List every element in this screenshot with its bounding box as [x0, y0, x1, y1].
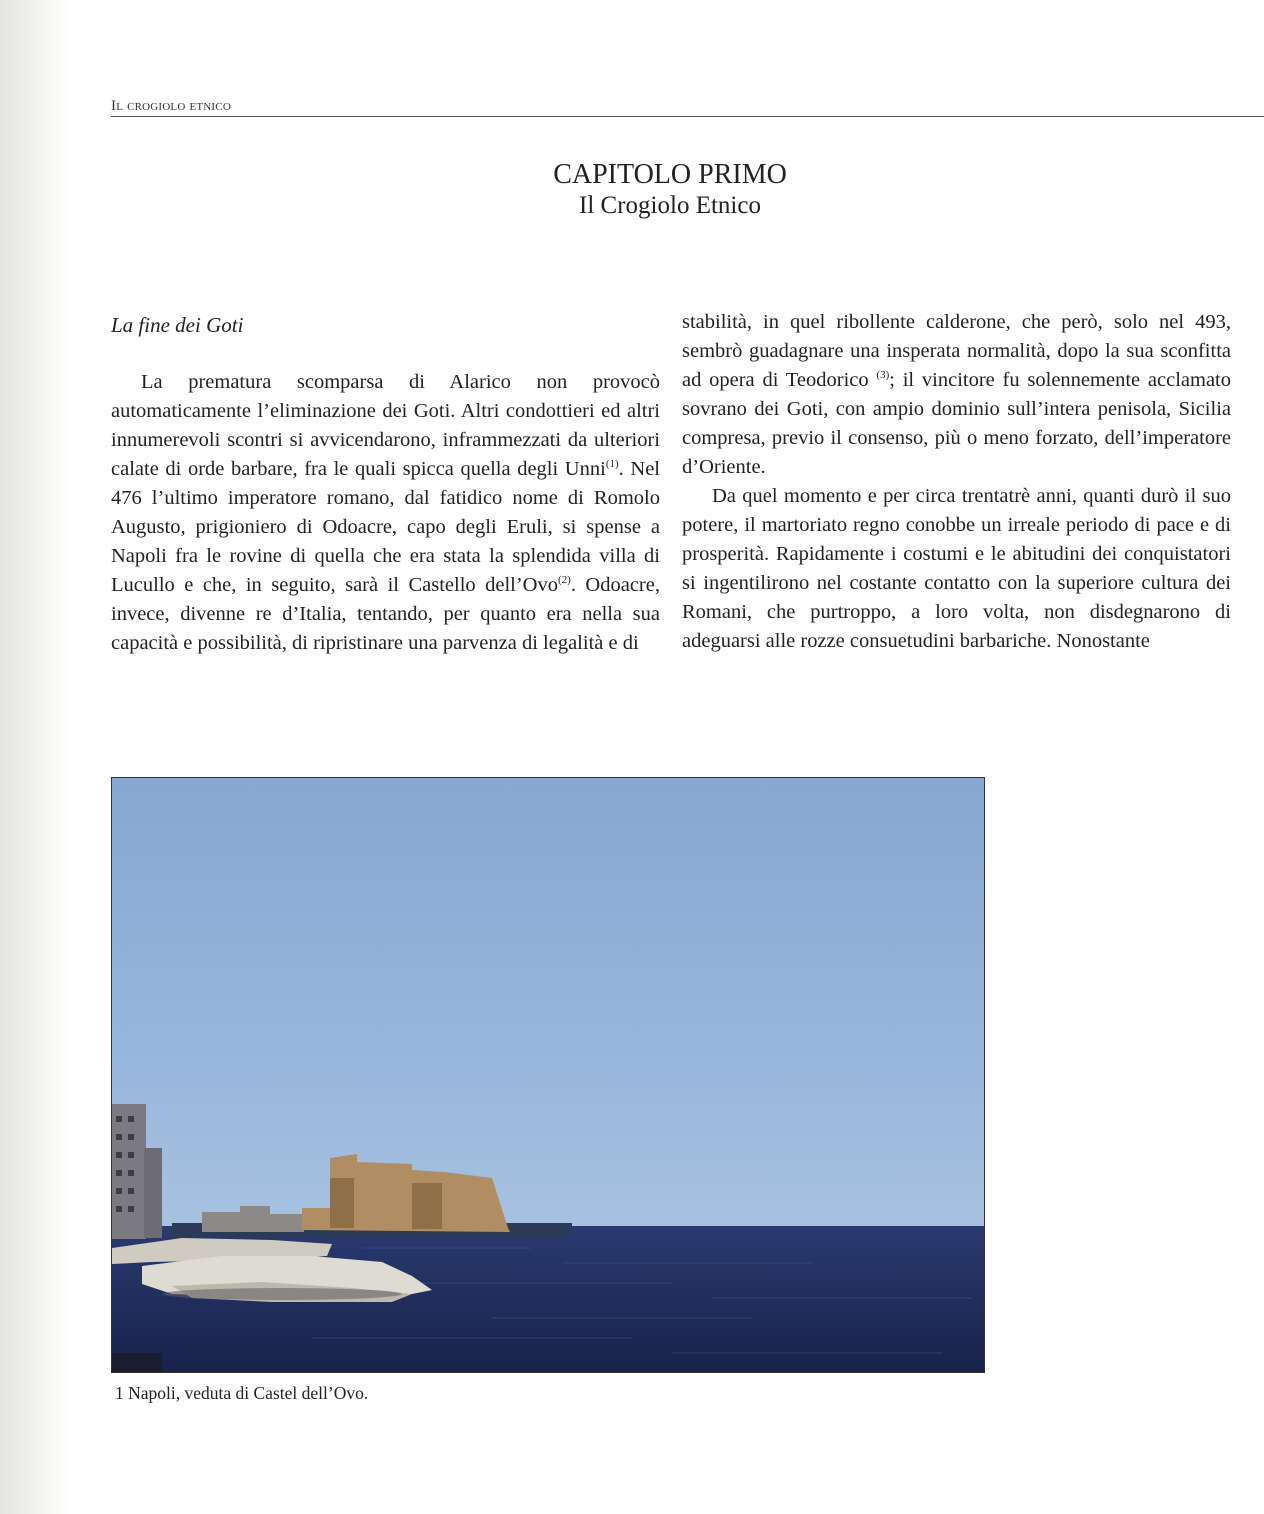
- header-rule: [111, 116, 1264, 117]
- footnote-ref: (1): [605, 458, 619, 470]
- text-run: La prematura scomparsa di Alarico non provocò automaticamente l’eliminazione dei Goti. Altri condottieri ed altri innumerevoli scontri si avvicendarono, inframmezzati da ulteriori calate di orde barbare, fra le quali spicca quella degli Unni: [111, 371, 660, 480]
- rock-shadows: [162, 1288, 402, 1300]
- running-head: Il crogiolo etnico: [111, 98, 231, 114]
- text-run: . Nel 476 l’ultimo imperatore romano, dal fatidico nome di Romolo Augusto, prigioniero di Odoacre, capo degli Eruli, si spense a Napoli fra le rovine di quella che era stata la splendida villa di Lucullo e che, in seguito, sarà il Castello dell’Ovo: [111, 458, 660, 596]
- text-run: stabilità, in quel ribollente calderone, che però, solo nel 493, sembrò guadagnare una insperata normalità, dopo la sua sconfitta ad opera di Teodorico: [682, 311, 1231, 391]
- text-column-right: [682, 308, 1231, 656]
- scan-edge-shadow: [0, 0, 70, 1514]
- photo-castel-dell-ovo: [111, 777, 985, 1373]
- text-run: ; il vincitore fu solennemente acclamato sovrano dei Goti, con ampio dominio sull’intera penisola, Sicilia compresa, previo il consenso, più o meno forzato, dell’imperatore d’Oriente.: [682, 369, 1231, 478]
- figure-caption: 1 Napoli, veduta di Castel dell’Ovo.: [115, 1383, 369, 1403]
- paragraph: [111, 368, 660, 658]
- footnote-ref: (2): [558, 574, 571, 586]
- paragraph: Da quel momento e per circa trentatrè anni, quanti durò il suo potere, il martoriato regno conobbe un irreale periodo di pace e di prosperità. Rapidamente i costumi e le abitudini dei conquistatori si ingentilirono nel costante contatto con la superiore cultura dei Romani, che purtroppo, a loro volta, non disdegnarono di adeguarsi alle rozze consuetudini barbariche. Nonostante: [682, 485, 1231, 652]
- foreground-edge: [112, 1353, 162, 1372]
- sky: [112, 778, 984, 1230]
- chapter-title: CAPITOLO PRIMO: [553, 159, 787, 190]
- photo-illustration: [112, 778, 984, 1372]
- paragraph: [682, 308, 1231, 482]
- text-run: . Odoacre, invece, divenne re d’Italia, tentando, per quanto era nella sua capacità e possibilità, di ripristinare una parvenza di legalità e di: [111, 574, 660, 654]
- chapter-subtitle: Il Crogiolo Etnico: [579, 192, 761, 219]
- section-title: La fine dei Goti: [111, 313, 244, 337]
- footnote-ref: (3): [876, 369, 890, 381]
- text-column-left: [111, 368, 660, 658]
